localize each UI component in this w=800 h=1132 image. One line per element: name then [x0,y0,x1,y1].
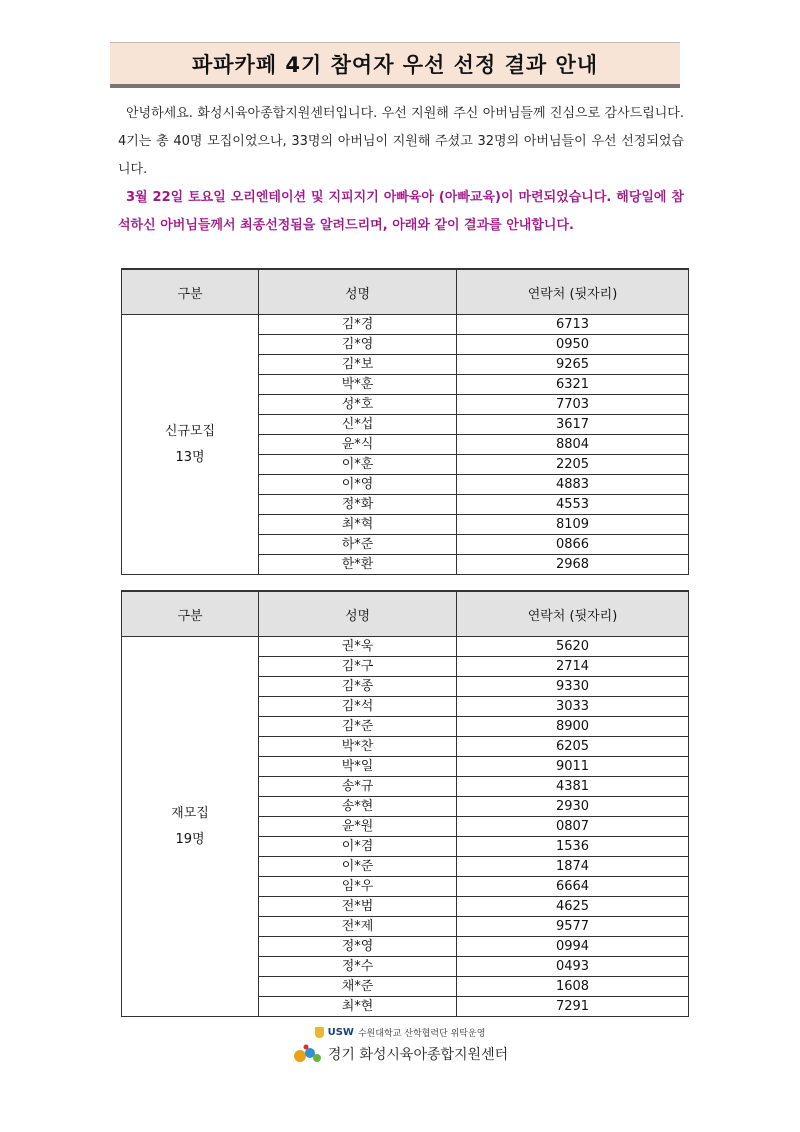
notice-paragraph: 3월 22일 토요일 오리엔테이션 및 지피지기 아빠육아 (아빠교육)이 마련되었습니다. 해당일에 참석하신 아버님들께서 최종선정됨을 알려드리며, 아래와 같이 결과를 안내합니다. [118,190,684,233]
participant-name: 김*경 [259,315,457,335]
re-recruit-table [121,590,689,1017]
participant-contact: 1536 [457,837,689,857]
participant-name: 권*욱 [259,637,457,657]
header-contact: 연락처 (뒷자리) [457,269,689,315]
participant-contact: 4625 [457,897,689,917]
participant-contact: 4381 [457,777,689,797]
participant-name: 박*훈 [259,375,457,395]
participant-contact: 7703 [457,395,689,415]
intro-section [118,100,684,240]
university-shield-icon [315,1027,324,1038]
participant-contact: 9265 [457,355,689,375]
header-name: 성명 [259,269,457,315]
participant-contact: 6713 [457,315,689,335]
table-header-row [122,269,689,315]
header-name: 성명 [259,591,457,637]
center-name: 경기 화성시육아종합지원센터 [327,1047,509,1063]
participant-contact: 8804 [457,435,689,455]
intro-paragraph: 안녕하세요. 화성시육아종합지원센터입니다. 우선 지원해 주신 아버님들께 진심으로 감사드립니다. 4기는 총 40명 모집이었으나, 33명의 아버님이 지원해 주셨고 32명의 아버님들이 우선 선정되었습니다. [118,106,684,177]
participant-name: 정*화 [259,495,457,515]
participant-contact: 9577 [457,917,689,937]
participant-contact: 8900 [457,717,689,737]
participant-contact: 0950 [457,335,689,355]
participant-name: 하*준 [259,535,457,555]
participant-contact: 0866 [457,535,689,555]
participant-contact: 4553 [457,495,689,515]
participant-name: 전*제 [259,917,457,937]
participant-name: 윤*식 [259,435,457,455]
participant-name: 윤*원 [259,817,457,837]
participant-contact: 6664 [457,877,689,897]
participant-contact: 0994 [457,937,689,957]
participant-contact: 0807 [457,817,689,837]
new-recruit-table [121,268,689,575]
group-label: 재모집 [171,805,209,821]
table-row [122,315,689,335]
participant-contact: 1874 [457,857,689,877]
participant-contact: 6205 [457,737,689,757]
group-cell [122,315,259,575]
header-category: 구분 [122,269,259,315]
header-contact: 연락처 (뒷자리) [457,591,689,637]
participant-name: 송*규 [259,777,457,797]
group-count: 13명 [175,449,205,465]
participant-contact: 2205 [457,455,689,475]
participant-name: 임*우 [259,877,457,897]
participant-name: 박*일 [259,757,457,777]
participant-contact: 2930 [457,797,689,817]
participant-name: 성*호 [259,395,457,415]
participant-contact: 0493 [457,957,689,977]
footer [0,1026,800,1065]
center-logo-icon [292,1043,322,1065]
participant-name: 이*영 [259,475,457,495]
participant-name: 정*영 [259,937,457,957]
participant-contact: 3617 [457,415,689,435]
footer-center [0,1043,800,1065]
participant-contact: 4883 [457,475,689,495]
document-title-banner [110,42,680,88]
group-label: 신규모집 [164,423,216,439]
participant-contact: 9011 [457,757,689,777]
group-cell [122,637,259,1017]
participant-name: 이*겸 [259,837,457,857]
participant-name: 채*준 [259,977,457,997]
table-row [122,637,689,657]
participant-contact: 7291 [457,997,689,1017]
participant-contact: 8109 [457,515,689,535]
participant-name: 김*구 [259,657,457,677]
usw-badge: USW [327,1027,354,1038]
participant-name: 최*혁 [259,515,457,535]
participant-name: 김*영 [259,335,457,355]
participant-name: 이*훈 [259,455,457,475]
participant-name: 최*현 [259,997,457,1017]
participant-name: 박*찬 [259,737,457,757]
participant-name: 전*범 [259,897,457,917]
participant-name: 김*준 [259,717,457,737]
document-title: 파파카페 4기 참여자 우선 선정 결과 안내 [191,52,599,77]
participant-contact: 2714 [457,657,689,677]
participant-name: 정*수 [259,957,457,977]
usw-text: 수원대학교 산학협력단 위탁운영 [357,1029,486,1039]
participant-contact: 2968 [457,555,689,575]
participant-contact: 6321 [457,375,689,395]
participant-contact: 3033 [457,697,689,717]
footer-affiliation [0,1026,800,1039]
participant-name: 한*환 [259,555,457,575]
participant-contact: 9330 [457,677,689,697]
participant-name: 김*석 [259,697,457,717]
participant-name: 송*현 [259,797,457,817]
participant-contact: 1608 [457,977,689,997]
table-header-row [122,591,689,637]
participant-name: 김*종 [259,677,457,697]
header-category: 구분 [122,591,259,637]
participant-name: 김*보 [259,355,457,375]
participant-name: 신*섭 [259,415,457,435]
group-count: 19명 [175,831,205,847]
participant-name: 이*준 [259,857,457,877]
participant-contact: 5620 [457,637,689,657]
